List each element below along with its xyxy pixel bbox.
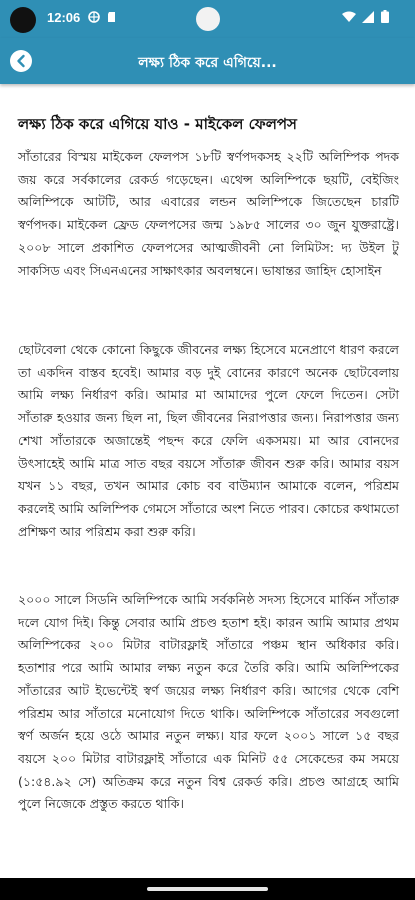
front-camera <box>196 7 220 31</box>
chevron-left-icon <box>15 54 27 68</box>
app-bar <box>0 38 415 84</box>
status-time: 12:06 <box>47 10 81 25</box>
camera-cutout <box>10 7 36 33</box>
article-content[interactable] <box>0 84 415 878</box>
back-button[interactable] <box>10 50 32 72</box>
app-bar-title: লক্ষ্য ঠিক করে এগিয়ে... <box>138 55 277 71</box>
hotspot-icon <box>88 11 100 23</box>
signal-icon <box>362 11 374 23</box>
article-paragraph: সাঁতারের বিস্ময় মাইকেল ফেলপস ১৮টি স্বর্ণপদকসহ ২২টি অলিম্পিক পদক জয় করে সর্বকালের রেকর্ড গড়েছেন। এথেন্স অলিম্পিকে ছয়টি, বেইজিং অলিম্পিকে আটটি, আর এবারের লন্ডন অলিম্পিকে জিতেছেন চারটি স্বর্ণপদক। মাইকেল ফ্রেড ফেলপসের জন্ম ১৯৮৫ সালের ৩০ জুন যুক্তরাষ্ট্রে। ২০০৮ সালে প্রকাশিত ফেলপসের আত্মজীবনী নো লিমিটস: দ্য উইল টু সাকসিড এবং সিএনএনের সাক্ষাৎকার অবলম্বনে। ভাষান্তর জাহিদ হোসাইন <box>18 149 399 278</box>
status-bar <box>0 0 415 38</box>
wifi-icon <box>342 11 356 23</box>
article-paragraph: ছোটবেলা থেকে কোনো কিছুকে জীবনের লক্ষ্য হিসেবে মনেপ্রাণে ধারণ করলে তা একদিন বাস্তব হবেই। আমার বড় দুই বোনের কারণে অনেক ছোটবেলায় আমি লক্ষ্য নির্ধারণ করি। আমার মা আমাদের পুলে ফেলে দিতেন। সেটা সাঁতারু হওয়ার জন্য ছিল না, ছিল জীবনের নিরাপত্তার জন্য। নিরাপত্তার জন্য শেখা সাঁতারকে অজান্তেই পছন্দ করে ফেলি একসময়। মা আর বোনদের উৎসাহেই আমি মাত্র সাত বছর বয়সে সাঁতারু জীবন শুরু করি। আমার বয়স যখন ১১ বছর, তখন আমার কোচ বব বাউম্যান আমাকে বলেন, পরিশ্রম করলেই আমি অলিম্পিক গেমসে সাঁতারে অংশ নিতে পারব। কোচের কথামতো প্রশিক্ষণ আর পরিশ্রম করা শুরু করি। <box>18 342 399 539</box>
home-gesture-handle[interactable] <box>147 887 268 891</box>
battery-icon <box>381 10 389 23</box>
sd-card-icon <box>106 11 118 23</box>
system-nav-bar <box>0 878 415 900</box>
article-title: লক্ষ্য ঠিক করে এগিয়ে যাও - মাইকেল ফেলপস <box>18 115 297 133</box>
article-paragraph: ২০০০ সালে সিডনি অলিম্পিকে আমি সর্বকনিষ্ঠ সদস্য হিসেবে মার্কিন সাঁতারু দলে যোগ দিই। কিন্তু সেবার আমি প্রচণ্ড হতাশ হই। কারন আমি আমার প্রথম অলিম্পিকের ২০০ মিটার বাটারফ্লাই সাঁতারে পঞ্চম স্থান অধিকার করি। হতাশার পরে আমি আমার লক্ষ্য নতুন করে তৈরি করি। আমি অলিম্পিকের সাঁতারের আট ইভেন্টেই স্বর্ণ জয়ের লক্ষ্য নির্ধারণ করি। আগের থেকে বেশি পরিশ্রম আর সাঁতারে মনোযোগ দিতে থাকি। অলিম্পিকে সাঁতারের সবগুলো স্বর্ণ অর্জন হয়ে ওঠে আমার নতুন লক্ষ্য। যার ফলে ২০০১ সালে ১৫ বছর বয়সে ২০০ মিটার বাটারফ্লাই সাঁতারে এক মিনিট ৫৫ সেকেন্ডের কম সময়ে (১:৫৪.৯২ সে) অতিক্রম করে নতুন বিশ্ব রেকর্ড করি। প্রচণ্ড আগ্রহে আমি পুলে নিজেকে প্রস্তুত করতে থাকি। <box>18 592 399 812</box>
